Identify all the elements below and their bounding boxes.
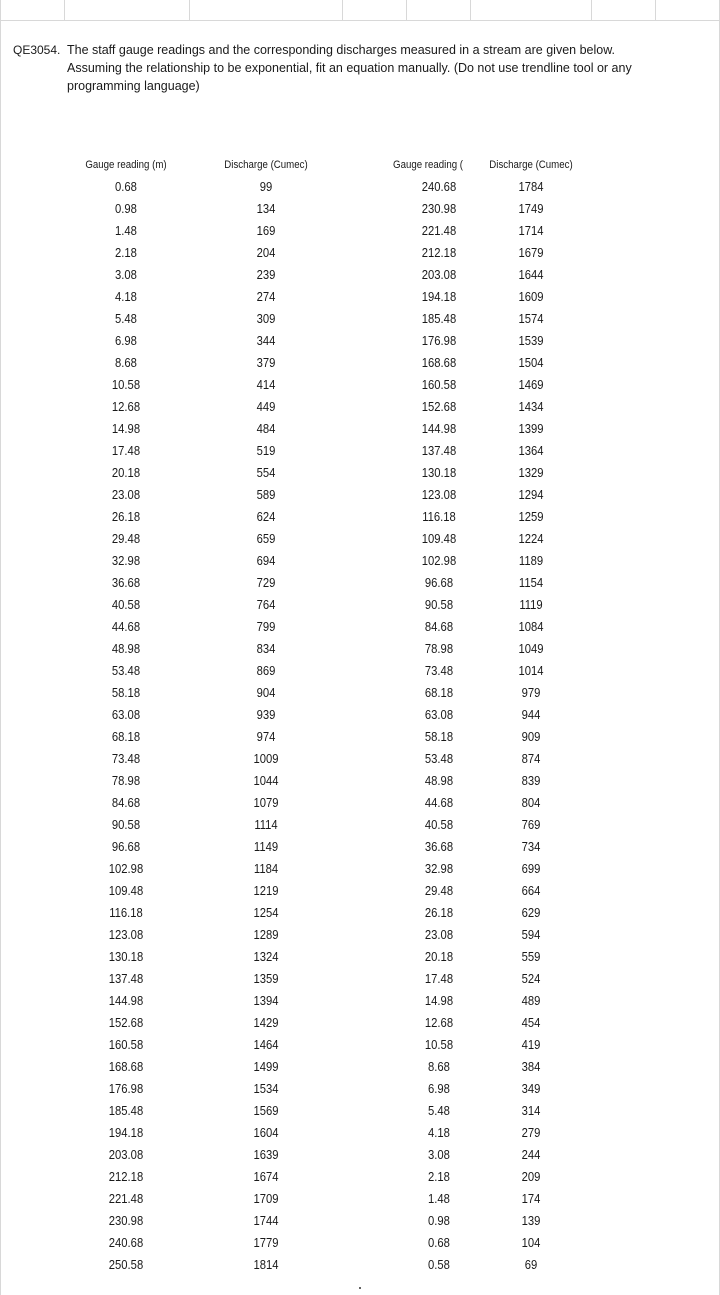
table-cell: 20.18 — [111, 466, 141, 480]
table-cell: 694 — [256, 554, 276, 568]
table-cell: 12.68 — [111, 400, 141, 414]
table-cell: 1749 — [518, 202, 544, 216]
table-cell: 484 — [256, 422, 276, 436]
table-cell: 139 — [521, 1214, 541, 1228]
table-cell: 2.18 — [428, 1170, 450, 1184]
table-cell: 1539 — [518, 334, 544, 348]
table-cell: 250.58 — [108, 1258, 144, 1272]
table-cell: 10.58 — [111, 378, 141, 392]
column-header: Gauge reading (m) — [85, 159, 167, 171]
table-cell: 764 — [256, 598, 276, 612]
table-cell: 1609 — [518, 290, 544, 304]
grid-line — [189, 0, 190, 20]
table-cell: 1224 — [518, 532, 544, 546]
table-cell: 29.48 — [111, 532, 141, 546]
table-cell: 1154 — [518, 576, 544, 590]
table-cell: 979 — [521, 686, 541, 700]
table-cell: 734 — [521, 840, 541, 854]
table-cell: 1289 — [253, 928, 279, 942]
table-cell: 1009 — [253, 752, 279, 766]
table-cell: 799 — [256, 620, 276, 634]
table-cell: 23.08 — [111, 488, 141, 502]
table-cell: 116.18 — [422, 510, 456, 524]
table-cell: 1574 — [518, 312, 544, 326]
table-cell: 274 — [256, 290, 276, 304]
table-cell: 904 — [256, 686, 276, 700]
table-cell: 73.48 — [111, 752, 141, 766]
table-cell: 123.08 — [421, 488, 457, 502]
table-cell: 834 — [256, 642, 276, 656]
table-cell: 1.48 — [115, 224, 137, 238]
table-cell: 63.08 — [424, 708, 454, 722]
table-cell: 1434 — [518, 400, 544, 414]
table-cell: 4.18 — [428, 1126, 450, 1140]
table-cell: 168.68 — [108, 1060, 144, 1074]
table-cell: 1119 — [519, 598, 543, 612]
table-cell: 78.98 — [111, 774, 141, 788]
table-cell: 160.58 — [421, 378, 457, 392]
table-cell: 116.18 — [109, 906, 143, 920]
table-cell: 209 — [521, 1170, 541, 1184]
table-cell: 109.48 — [108, 884, 144, 898]
table-cell: 454 — [521, 1016, 541, 1030]
grid-line — [470, 0, 471, 20]
table-cell: 1254 — [253, 906, 279, 920]
table-cell: 78.98 — [424, 642, 454, 656]
table-cell: 204 — [256, 246, 276, 260]
table-cell: 73.48 — [424, 664, 454, 678]
table-cell: 1219 — [253, 884, 279, 898]
table-cell: 102.98 — [108, 862, 144, 876]
table-cell: 1324 — [253, 950, 279, 964]
table-cell: 26.18 — [424, 906, 454, 920]
table-cell: 419 — [521, 1038, 541, 1052]
table-cell: 230.98 — [108, 1214, 144, 1228]
table-cell: 40.58 — [111, 598, 141, 612]
table-cell: 109.48 — [421, 532, 457, 546]
table-cell: 32.98 — [424, 862, 454, 876]
table-cell: 104 — [521, 1236, 541, 1250]
table-cell: 1329 — [518, 466, 544, 480]
table-cell: 939 — [256, 708, 276, 722]
table-cell: 1049 — [518, 642, 544, 656]
table-cell: 90.58 — [111, 818, 141, 832]
table-cell: 99 — [259, 180, 273, 194]
table-cell: 84.68 — [111, 796, 141, 810]
table-cell: 1189 — [518, 554, 544, 568]
table-cell: 68.18 — [111, 730, 141, 744]
table-cell: 279 — [521, 1126, 541, 1140]
table-cell: 0.68 — [115, 180, 137, 194]
table-cell: 17.48 — [424, 972, 454, 986]
table-cell: 384 — [521, 1060, 541, 1074]
left-border — [0, 0, 1, 1295]
table-cell: 130.18 — [421, 466, 457, 480]
table-cell: 44.68 — [424, 796, 454, 810]
table-cell: 1184 — [253, 862, 279, 876]
table-cell: 1674 — [253, 1170, 279, 1184]
table-cell: 221.48 — [108, 1192, 144, 1206]
table-cell: 169 — [256, 224, 276, 238]
table-cell: 489 — [521, 994, 541, 1008]
table-cell: 1744 — [253, 1214, 279, 1228]
table-cell: 44.68 — [111, 620, 141, 634]
table-cell: 130.18 — [108, 950, 144, 964]
table-cell: 0.68 — [428, 1236, 450, 1250]
table-cell: 1714 — [518, 224, 544, 238]
table-cell: 1079 — [253, 796, 279, 810]
table-cell: 1604 — [253, 1126, 279, 1140]
table-cell: 203.08 — [421, 268, 457, 282]
table-cell: 839 — [521, 774, 541, 788]
table-cell: 524 — [521, 972, 541, 986]
table-cell: 8.68 — [115, 356, 137, 370]
table-cell: 32.98 — [111, 554, 141, 568]
table-cell: 659 — [256, 532, 276, 546]
table-cell: 1359 — [253, 972, 279, 986]
table-cell: 1534 — [253, 1082, 279, 1096]
table-cell: 239 — [256, 268, 276, 282]
table-cell: 5.48 — [428, 1104, 450, 1118]
grid-line — [591, 0, 592, 20]
table-cell: 804 — [521, 796, 541, 810]
table-cell: 20.18 — [424, 950, 454, 964]
table-cell: 40.58 — [424, 818, 454, 832]
table-cell: 1.48 — [428, 1192, 450, 1206]
table-cell: 449 — [256, 400, 276, 414]
table-cell: 26.18 — [111, 510, 141, 524]
table-cell: 1784 — [518, 180, 544, 194]
table-cell: 10.58 — [424, 1038, 454, 1052]
table-cell: 1084 — [518, 620, 544, 634]
table-cell: 48.98 — [424, 774, 454, 788]
column-left-discharge — [206, 156, 326, 1276]
table-cell: 8.68 — [428, 1060, 450, 1074]
table-cell: 84.68 — [424, 620, 454, 634]
table-cell: 1469 — [518, 378, 544, 392]
table-cell: 414 — [256, 378, 276, 392]
table-cell: 1814 — [253, 1258, 279, 1272]
table-cell: 3.08 — [428, 1148, 450, 1162]
table-cell: 102.98 — [421, 554, 457, 568]
table-cell: 134 — [256, 202, 276, 216]
table-cell: 1779 — [253, 1236, 279, 1250]
table-cell: 1394 — [253, 994, 279, 1008]
table-cell: 519 — [256, 444, 276, 458]
table-cell: 23.08 — [424, 928, 454, 942]
table-cell: 160.58 — [108, 1038, 144, 1052]
stray-dot — [359, 1287, 361, 1289]
table-cell: 137.48 — [108, 972, 144, 986]
table-cell: 1639 — [253, 1148, 279, 1162]
column-header: Discharge (Cumec) — [224, 159, 308, 171]
table-cell: 1569 — [253, 1104, 279, 1118]
spreadsheet-grid-strip — [0, 0, 720, 21]
table-cell: 17.48 — [111, 444, 141, 458]
table-cell: 48.98 — [111, 642, 141, 656]
table-cell: 5.48 — [115, 312, 137, 326]
table-cell: 6.98 — [428, 1082, 450, 1096]
table-cell: 699 — [521, 862, 541, 876]
table-cell: 6.98 — [115, 334, 137, 348]
table-cell: 909 — [521, 730, 541, 744]
table-cell: 244 — [521, 1148, 541, 1162]
table-cell: 629 — [521, 906, 541, 920]
table-cell: 137.48 — [421, 444, 457, 458]
table-cell: 4.18 — [115, 290, 137, 304]
table-cell: 194.18 — [108, 1126, 144, 1140]
table-cell: 1679 — [518, 246, 544, 260]
table-cell: 1364 — [518, 444, 544, 458]
table-cell: 58.18 — [424, 730, 454, 744]
table-cell: 176.98 — [108, 1082, 144, 1096]
table-cell: 96.68 — [424, 576, 454, 590]
question-line: Assuming the relationship to be exponential, fit an equation manually. (Do not use trendline tool or any — [67, 61, 632, 75]
table-cell: 194.18 — [421, 290, 457, 304]
table-cell: 152.68 — [421, 400, 457, 414]
table-cell: 769 — [521, 818, 541, 832]
table-cell: 240.68 — [421, 180, 457, 194]
question-line: The staff gauge readings and the corresponding discharges measured in a stream are given below. — [67, 43, 616, 57]
column-right-discharge — [476, 156, 586, 1276]
table-cell: 554 — [256, 466, 276, 480]
table-cell: 36.68 — [424, 840, 454, 854]
table-cell: 624 — [256, 510, 276, 524]
table-cell: 379 — [256, 356, 276, 370]
table-cell: 68.18 — [424, 686, 454, 700]
table-cell: 944 — [521, 708, 541, 722]
table-cell: 176.98 — [421, 334, 457, 348]
table-cell: 1429 — [253, 1016, 279, 1030]
table-cell: 974 — [256, 730, 276, 744]
column-header: Gauge reading ( — [393, 159, 463, 171]
table-cell: 1014 — [518, 664, 544, 678]
table-cell: 589 — [256, 488, 276, 502]
column-header: Discharge (Cumec) — [489, 159, 573, 171]
table-cell: 594 — [521, 928, 541, 942]
table-cell: 3.08 — [115, 268, 137, 282]
table-cell: 203.08 — [108, 1148, 144, 1162]
table-cell: 0.98 — [428, 1214, 450, 1228]
table-cell: 58.18 — [111, 686, 141, 700]
table-cell: 869 — [256, 664, 276, 678]
table-cell: 152.68 — [108, 1016, 144, 1030]
table-cell: 1114 — [254, 818, 278, 832]
table-cell: 0.58 — [428, 1258, 450, 1272]
table-cell: 29.48 — [424, 884, 454, 898]
table-cell: 53.48 — [424, 752, 454, 766]
grid-line — [64, 0, 65, 20]
question-line: programming language) — [67, 79, 200, 93]
table-cell: 1644 — [518, 268, 544, 282]
table-cell: 559 — [521, 950, 541, 964]
table-cell: 874 — [521, 752, 541, 766]
grid-line — [342, 0, 343, 20]
question-id: QE3054. — [13, 43, 61, 57]
table-cell: 240.68 — [108, 1236, 144, 1250]
question-text — [67, 41, 707, 95]
table-cell: 1709 — [253, 1192, 279, 1206]
table-cell: 144.98 — [108, 994, 144, 1008]
table-cell: 185.48 — [108, 1104, 144, 1118]
table-cell: 1399 — [518, 422, 544, 436]
table-cell: 314 — [521, 1104, 541, 1118]
table-cell: 63.08 — [111, 708, 141, 722]
grid-line — [655, 0, 656, 20]
table-cell: 344 — [256, 334, 276, 348]
grid-line — [406, 0, 407, 20]
table-cell: 36.68 — [111, 576, 141, 590]
table-cell: 53.48 — [111, 664, 141, 678]
table-cell: 309 — [256, 312, 276, 326]
table-cell: 14.98 — [111, 422, 141, 436]
table-cell: 69 — [524, 1258, 538, 1272]
table-cell: 729 — [256, 576, 276, 590]
table-cell: 12.68 — [424, 1016, 454, 1030]
table-cell: 1044 — [253, 774, 279, 788]
column-left-gauge — [70, 156, 182, 1276]
table-cell: 1294 — [518, 488, 544, 502]
table-cell: 14.98 — [424, 994, 454, 1008]
table-cell: 664 — [521, 884, 541, 898]
table-cell: 2.18 — [115, 246, 137, 260]
table-cell: 230.98 — [421, 202, 457, 216]
table-cell: 349 — [521, 1082, 541, 1096]
table-cell: 1464 — [253, 1038, 279, 1052]
table-cell: 90.58 — [424, 598, 454, 612]
table-cell: 168.68 — [421, 356, 457, 370]
table-cell: 221.48 — [421, 224, 457, 238]
table-cell: 1149 — [253, 840, 279, 854]
table-cell: 96.68 — [111, 840, 141, 854]
table-cell: 1504 — [518, 356, 544, 370]
table-cell: 144.98 — [421, 422, 457, 436]
table-cell: 123.08 — [108, 928, 144, 942]
table-cell: 212.18 — [108, 1170, 144, 1184]
table-cell: 1259 — [518, 510, 544, 524]
table-cell: 185.48 — [421, 312, 457, 326]
table-cell: 212.18 — [421, 246, 457, 260]
table-cell: 1499 — [253, 1060, 279, 1074]
table-cell: 174 — [521, 1192, 541, 1206]
table-cell: 0.98 — [115, 202, 137, 216]
